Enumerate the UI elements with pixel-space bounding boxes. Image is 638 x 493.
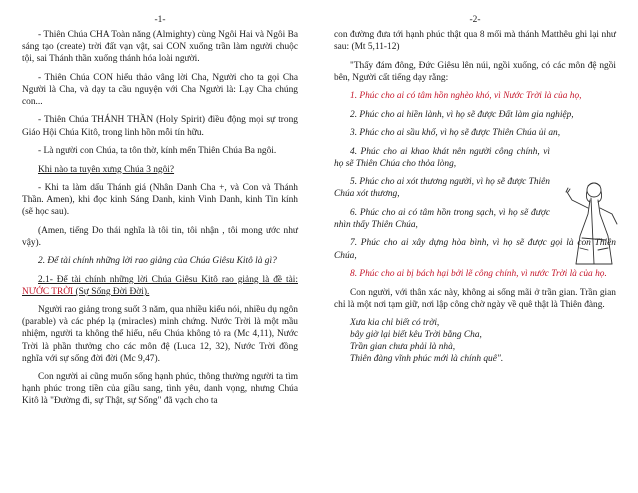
paragraph-holy-spirit: - Thiên Chúa THÁNH THẦN (Holy Spirit) điều động mọi sự trong Giáo Hội Chúa Kitô, trong linh hồn mỗi tín hữu. [22,115,298,138]
poem-line: Thiên đàng vĩnh phúc mới là chính quê". [350,354,504,365]
paragraph-amen: (Amen, tiếng Do thái nghĩa là tôi tin, tôi nhận , tôi mong ước như vậy). [22,225,298,248]
left-page [22,14,298,414]
beatitude-8: 8. Phúc cho ai bị bách hại bởi lẽ công chính, vì nước Trời là của họ. [350,269,607,280]
subsection-suffix: (Sự Sống Đời Đời). [73,286,150,297]
section-question-2: 2. Để tài chính những lời rao giảng của Chúa Giêsu Kitô là gì? [38,256,277,267]
paragraph-earthly-life: Con người, với thân xác này, không ai sống mãi ở trần gian. Trần gian chỉ là một nơi tạm giữ, nơi lập công chờ ngày về quê thật là Thiên đàng. [334,287,616,310]
beatitude-6: 6. Phúc cho ai có tâm hồn trong sạch, vì họ sẽ được nhìn thấy Thiên Chúa, [334,207,550,230]
beatitude-1: 1. Phúc cho ai có tâm hồn nghèo khó, vì Nước Trời là của họ, [350,91,582,102]
poem-line: Trần gian chưa phải là nhà, [350,342,456,353]
question-heading [22,164,298,176]
subsection-prefix: 2.1- Để tài chính những lời Chúa Giêsu Kitô rao giảng là đề tài: [38,274,298,285]
kingdom-highlight: NƯỚC TRỜI [22,286,74,297]
beatitude-3: 3. Phúc cho ai sầu khổ, vì họ sẽ được Thiên Chúa ủi an, [350,128,561,139]
paragraph-kingdom: Người rao giảng trong suốt 3 năm, qua nhiều kiểu nói, nhiều dụ ngôn (parable) và các phép lạ (miracles) minh chứng. Nước Trời là một mầu nhiệm, người ta không thể hiểu, nếu Chúa không tỏ ra (Mc 4,11), Nước Trời là phần thưởng cho các môn đệ (Luca 12, 32), Nước Trời đồng nghĩa với sự sống đời đời (Mc 9,47). [22,305,298,364]
paragraph-matthew-intro: con đường đưa tới hạnh phúc thật qua 8 mối mà thánh Matthêu ghi lại như sau: (Mt 5,11-12) [334,30,616,53]
paragraph-happiness: Con người ai cũng muốn sống hạnh phúc, thông thường người ta tìm hạnh phúc trong tiền của giầu sang, tình yêu, danh vọng, nhưng Chúa Kitô là "Đường đi, sự Thật, sự Sống" đã vạch cho ta [22,372,298,407]
beatitude-5: 5. Phúc cho ai xót thương người, vì họ sẽ được Thiên Chúa xót thương, [334,177,550,200]
question-heading-text: Khi nào ta tuyên xưng Chúa 3 ngôi? [38,164,175,175]
subsection-2-1 [22,274,298,298]
beatitude-4: 4. Phúc cho ai khao khát nên người công chính, vì họ sẽ Thiên Chúa cho thỏa lòng, [334,146,550,169]
beatitude-7: 7. Phúc cho ai xây dựng hòa bình, vì họ sẽ được gọi là con Thiên Chúa, [334,238,616,261]
paragraph-father: - Thiên Chúa CHA Toàn năng (Almighty) cùng Ngôi Hai và Ngôi Ba sáng tạo (create) trời đất vạn vật, sai CON xuống trần làm người chuộc tội, sai Thánh thần xuống thánh hóa loài người. [22,30,298,65]
paragraph-worship: - Là người con Chúa, ta tôn thờ, kính mến Thiên Chúa Ba ngôi. [38,146,277,157]
page-number-right: -2- [469,15,481,25]
jesus-preaching-sketch-icon [560,178,622,268]
paragraph-sermon-mount: "Thấy đám đông, Đức Giêsu lên núi, ngồi xuống, có các môn đệ ngồi bên, Người cất tiếng dạy rằng: [334,60,616,83]
poem-line: bây giờ lại biết kêu Trời bằng Cha, [350,330,482,341]
beatitude-2: 2. Phúc cho ai hiền lành, vì họ sẽ được Đất làm gia nghiệp, [350,109,574,120]
page-number-left: -1- [154,15,166,25]
closing-poem [350,317,616,365]
paragraph-sign-of-cross: - Khi ta làm dấu Thánh giá (Nhân Danh Cha +, và Con và Thánh Thần. Amen), khi đọc kinh Sáng Danh, kinh Vinh Danh, kinh Tin kính (sẽ học sau). [22,182,298,218]
poem-line: Xưa kia chỉ biết có trời, [350,318,440,329]
paragraph-son: - Thiên Chúa CON hiểu thảo vâng lời Cha, Người cho ta gọi Cha Người là Cha, và dạy ta cầu nguyện với Cha Người là: Lạy Cha chúng con... [22,72,298,107]
